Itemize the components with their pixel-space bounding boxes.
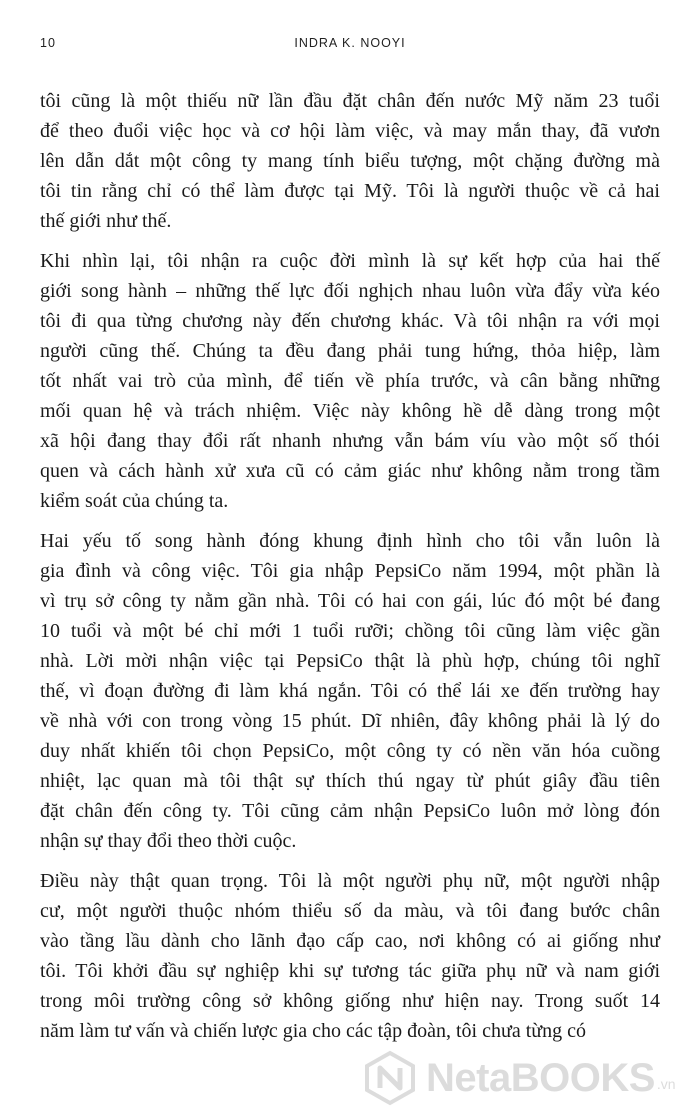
text-line: vào tầng lầu dành cho lãnh đạo cấp cao, nơi không có ai giống như <box>40 930 660 952</box>
text-line: Khi nhìn lại, tôi nhận ra cuộc đời mình là sự kết hợp của hai thế <box>40 250 660 272</box>
paragraph <box>40 86 660 236</box>
text-line: lên dẫn dắt một công ty mang tính biểu tượng, một chặng đường mà <box>40 150 660 172</box>
text-line: nhiệt, lạc quan mà tôi thật sự thích thú ngay từ phút giây đầu tiên <box>40 770 660 792</box>
text-line: thế, vì đoạn đường đi làm khá ngắn. Tôi có thể lái xe đến trường hay <box>40 680 660 702</box>
text-line: về nhà với con trong vòng 15 phút. Dĩ nhiên, đây không phải là lý do <box>40 710 660 732</box>
text-line: Hai yếu tố song hành đóng khung định hình cho tôi vẫn luôn là <box>40 530 660 552</box>
text-line: tốt nhất vai trò của mình, để tiến về phía trước, và cân bằng những <box>40 370 660 392</box>
text-line: gia đình và công việc. Tôi gia nhập PepsiCo năm 1994, một phần là <box>40 560 660 582</box>
text-line: tôi tin rằng chỉ có thể làm được tại Mỹ. Tôi là người thuộc về cả hai <box>40 180 660 202</box>
text-line: kiểm soát của chúng ta. <box>40 490 229 512</box>
text-line: năm làm tư vấn và chiến lược gia cho các tập đoàn, tôi chưa từng có <box>40 1020 586 1042</box>
text-line: xã hội đang thay đổi rất nhanh nhưng vẫn bám víu vào một số thói <box>40 430 660 452</box>
watermark-brand: NetaBOOKS <box>426 1055 655 1100</box>
text-line: cư, một người thuộc nhóm thiểu số da màu, và tôi đang bước chân <box>40 900 660 922</box>
text-line: 10 tuổi và một bé chỉ mới 1 tuổi rưỡi; chồng tôi cũng làm việc gần <box>40 620 660 642</box>
text-line: quen và cách hành xử xưa cũ có cảm giác như không nằm trong tầm <box>40 460 660 482</box>
page-number: 10 <box>40 36 56 50</box>
paragraph <box>40 526 660 856</box>
watermark-domain: .vn <box>656 1076 676 1092</box>
text-line: giới song hành – những thế lực đối nghịch nhau luôn vừa đẩy vừa kéo <box>40 280 660 302</box>
publisher-watermark <box>362 1050 682 1106</box>
body-text <box>40 86 660 1056</box>
paragraph <box>40 246 660 516</box>
text-line: người cũng thế. Chúng ta đều đang phải tung hứng, thỏa hiệp, làm <box>40 340 660 362</box>
running-header <box>40 30 660 54</box>
text-line: Điều này thật quan trọng. Tôi là một người phụ nữ, một người nhập <box>40 870 660 892</box>
paragraph <box>40 866 660 1046</box>
text-line: để theo đuổi việc học và cơ hội làm việc, và may mắn thay, đã vươn <box>40 120 660 142</box>
text-line: tôi cũng là một thiếu nữ lần đầu đặt chân đến nước Mỹ năm 23 tuổi <box>40 90 660 112</box>
text-line: duy nhất khiến tôi chọn PepsiCo, một công ty có nền văn hóa cuồng <box>40 740 660 762</box>
text-line: trong môi trường công sở không giống như hiện nay. Trong suốt 14 <box>40 990 660 1012</box>
text-line: nhận sự thay đổi theo thời cuộc. <box>40 830 297 852</box>
text-line: nhà. Lời mời nhận việc tại PepsiCo thật là phù hợp, chúng tôi nghĩ <box>40 650 660 672</box>
text-line: đặt chân đến công ty. Tôi cũng cảm nhận PepsiCo luôn mở lòng đón <box>40 800 660 822</box>
text-line: vì trụ sở công ty nằm gần nhà. Tôi có hai con gái, lúc đó một bé đang <box>40 590 660 612</box>
text-line: tôi đi qua từng chương này đến chương khác. Và tôi nhận ra với mọi <box>40 310 660 332</box>
running-head-author: INDRA K. NOOYI <box>294 36 406 50</box>
text-line: thế giới như thế. <box>40 210 172 232</box>
text-line: tôi. Tôi khởi đầu sự nghiệp khi sự tương tác giữa phụ nữ và nam giới <box>40 960 660 982</box>
netabooks-logo-icon <box>362 1050 418 1106</box>
text-line: mối quan hệ và trách nhiệm. Việc này không hề dễ dàng trong một <box>40 400 660 422</box>
